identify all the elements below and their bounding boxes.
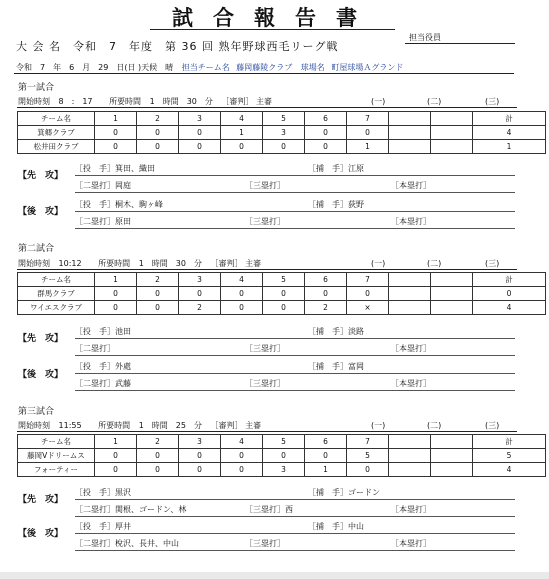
inning-score: 0: [263, 140, 305, 154]
meta-underline: [17, 431, 517, 432]
start-label: 開始時刻: [18, 259, 50, 268]
umpire-3: (三): [485, 421, 500, 430]
tanto-team-label: 担当チーム名: [181, 63, 230, 72]
col-inning: [431, 435, 473, 449]
col-inning: 4: [221, 112, 263, 126]
inning-score: 0: [137, 463, 179, 477]
start-time: 11:55: [58, 421, 82, 430]
inning-score: 3: [263, 463, 305, 477]
inning-score: 0: [95, 449, 137, 463]
inning-score: 0: [137, 126, 179, 140]
double-line: ［二塁打］関根、ゴードン、林: [75, 505, 187, 514]
triple-line: ［三塁打］: [245, 217, 285, 226]
umpire-1: (一): [371, 421, 386, 430]
team-name: フォーティー: [18, 463, 95, 477]
duration-value: 1 時間 25 分: [138, 421, 202, 430]
game-meta: [18, 96, 272, 107]
team-name: ワイエスクラブ: [18, 301, 95, 315]
catcher-line: ［捕 手］富岡: [308, 362, 364, 371]
col-inning: [389, 112, 431, 126]
catcher-line: ［捕 手］荻野: [308, 200, 364, 209]
inning-score: 0: [179, 287, 221, 301]
total-score: 4: [473, 126, 546, 140]
col-inning: 3: [179, 435, 221, 449]
double-line: ［二塁打］原田: [75, 217, 131, 226]
col-team: チーム名: [18, 435, 95, 449]
underline: [75, 499, 515, 500]
col-inning: [431, 273, 473, 287]
homer-line: ［本塁打］: [391, 217, 431, 226]
col-total: 計: [473, 273, 546, 287]
info-underline: [14, 73, 514, 74]
inning-score: 0: [347, 463, 389, 477]
triple-line: ［三塁打］: [245, 181, 285, 190]
total-score: 4: [473, 301, 546, 315]
triple-line: ［三塁打］: [245, 539, 285, 548]
pitcher-line: ［投 手］黒沢: [75, 488, 131, 497]
triple-line: ［三塁打］西: [245, 505, 293, 514]
duration-value: 1 時間 30 分: [138, 259, 202, 268]
inning-score: [431, 126, 473, 140]
col-inning: 1: [95, 435, 137, 449]
double-line: ［二塁打］岡庭: [75, 181, 131, 190]
inning-score: 0: [221, 140, 263, 154]
umpire-1: (一): [371, 259, 386, 268]
inning-score: [389, 301, 431, 315]
inning-score: 2: [179, 301, 221, 315]
underline: [75, 550, 515, 551]
total-score: 1: [473, 140, 546, 154]
col-inning: 7: [347, 273, 389, 287]
inning-score: 1: [347, 140, 389, 154]
col-inning: 4: [221, 273, 263, 287]
inning-score: [389, 287, 431, 301]
start-time: 8 : 17: [58, 97, 93, 106]
col-inning: 7: [347, 112, 389, 126]
underline: [75, 338, 515, 339]
underline: [75, 228, 515, 229]
inning-score: 0: [347, 126, 389, 140]
table-row: [18, 301, 546, 315]
score-table: [17, 272, 546, 315]
report-title: 試合報告書: [172, 5, 377, 30]
col-inning: 2: [137, 273, 179, 287]
col-inning: 5: [263, 435, 305, 449]
team-name: 藤岡Vドリームス: [18, 449, 95, 463]
inning-score: 0: [305, 126, 347, 140]
inning-score: 0: [305, 449, 347, 463]
game-title: 第一試合: [18, 83, 55, 93]
score-table: [17, 111, 546, 154]
col-inning: 5: [263, 112, 305, 126]
inning-score: [431, 463, 473, 477]
col-inning: 3: [179, 112, 221, 126]
total-score: 0: [473, 287, 546, 301]
table-row: [18, 126, 546, 140]
inning-score: 0: [179, 140, 221, 154]
homer-line: ［本塁打］: [391, 539, 431, 548]
col-inning: [389, 273, 431, 287]
umpire-3: (三): [485, 259, 500, 268]
col-inning: 3: [179, 273, 221, 287]
inning-score: 0: [95, 463, 137, 477]
first-attack-label: 【先 攻】: [18, 171, 64, 181]
umpire-2: (二): [427, 421, 442, 430]
umpire-1: (一): [371, 97, 386, 106]
inning-score: 0: [137, 140, 179, 154]
inning-score: 0: [137, 301, 179, 315]
col-inning: [431, 112, 473, 126]
col-inning: 6: [305, 112, 347, 126]
umpire-3: (三): [485, 97, 500, 106]
inning-score: 3: [263, 126, 305, 140]
underline: [75, 516, 515, 517]
duration-value: 1 時間 30 分: [149, 97, 213, 106]
page-bottom-edge: [0, 572, 549, 579]
game-title: 第三試合: [18, 407, 55, 417]
start-label: 開始時刻: [18, 421, 50, 430]
underline: [75, 211, 515, 212]
table-row: [18, 463, 546, 477]
second-attack-label: 【後 攻】: [18, 529, 64, 539]
table-header-row: [18, 273, 546, 287]
inning-score: [431, 287, 473, 301]
table-header-row: [18, 112, 546, 126]
pitcher-line: ［投 手］外處: [75, 362, 131, 371]
umpire-label: ［審判］ 主審: [210, 421, 262, 430]
meta-underline: [17, 269, 517, 270]
tanto-team-value: 藤岡藤陵クラブ: [236, 63, 293, 72]
inning-score: 0: [347, 287, 389, 301]
catcher-line: ［捕 手］淡路: [308, 327, 364, 336]
inning-score: 0: [263, 301, 305, 315]
team-name: 松井田クラブ: [18, 140, 95, 154]
inning-score: [431, 140, 473, 154]
title-underline: [150, 29, 395, 30]
inning-score: 0: [95, 287, 137, 301]
inning-score: 0: [95, 126, 137, 140]
tanto-officer-line: [405, 43, 515, 44]
duration-label: 所要時間: [109, 97, 142, 106]
stadium-label: 球場名: [300, 63, 325, 72]
inning-score: 0: [221, 301, 263, 315]
col-inning: 6: [305, 273, 347, 287]
double-line: ［二塁打］: [75, 344, 115, 353]
inning-score: 1: [221, 126, 263, 140]
col-team: チーム名: [18, 112, 95, 126]
second-attack-label: 【後 攻】: [18, 370, 64, 380]
underline: [75, 355, 515, 356]
inning-score: [431, 449, 473, 463]
stadium-value: 町屋球場Ａグランド: [331, 63, 404, 72]
col-inning: 7: [347, 435, 389, 449]
inning-score: 0: [179, 126, 221, 140]
game-title: 第二試合: [18, 244, 55, 254]
tanto-officer-label: 担当役員: [409, 33, 441, 42]
first-attack-label: 【先 攻】: [18, 495, 64, 505]
col-total: 計: [473, 112, 546, 126]
underline: [75, 390, 515, 391]
catcher-line: ［捕 手］中山: [308, 522, 364, 531]
inning-score: ×: [347, 301, 389, 315]
tournament-name: 大 会 名 令和 7 年度 第 36 回 熟年野球西毛リーグ戦: [16, 40, 339, 53]
inning-score: 0: [137, 449, 179, 463]
game-meta: [18, 420, 261, 431]
col-inning: 2: [137, 435, 179, 449]
double-line: ［二塁打］梲沢、長井、中山: [75, 539, 179, 548]
total-score: 4: [473, 463, 546, 477]
inning-score: 0: [179, 463, 221, 477]
homer-line: ［本塁打］: [391, 344, 431, 353]
col-inning: 2: [137, 112, 179, 126]
pitcher-line: ［投 手］箕田、織田: [75, 164, 155, 173]
col-total: 計: [473, 435, 546, 449]
col-inning: 1: [95, 273, 137, 287]
triple-line: ［三塁打］: [245, 344, 285, 353]
inning-score: 2: [305, 301, 347, 315]
total-score: 5: [473, 449, 546, 463]
table-row: [18, 140, 546, 154]
inning-score: 0: [305, 140, 347, 154]
underline: [75, 175, 515, 176]
inning-score: 0: [221, 463, 263, 477]
col-inning: 5: [263, 273, 305, 287]
col-inning: [389, 435, 431, 449]
table-row: [18, 449, 546, 463]
inning-score: [389, 449, 431, 463]
umpire-label: ［審判］ 主審: [210, 259, 262, 268]
inning-score: 0: [179, 449, 221, 463]
table-row: [18, 287, 546, 301]
catcher-line: ［捕 手］江原: [308, 164, 364, 173]
start-label: 開始時刻: [18, 97, 50, 106]
homer-line: ［本塁打］: [391, 181, 431, 190]
score-table: [17, 434, 546, 477]
inning-score: [389, 463, 431, 477]
game-meta: [18, 258, 261, 269]
umpire-2: (二): [427, 97, 442, 106]
meta-underline: [17, 107, 517, 108]
col-inning: 4: [221, 435, 263, 449]
umpire-label: ［審判］ 主審: [221, 97, 272, 106]
triple-line: ［三塁打］: [245, 379, 285, 388]
double-line: ［二塁打］武藤: [75, 379, 131, 388]
inning-score: 0: [137, 287, 179, 301]
pitcher-line: ［投 手］桐木、駒ヶ峰: [75, 200, 163, 209]
col-inning: 1: [95, 112, 137, 126]
homer-line: ［本塁打］: [391, 379, 431, 388]
first-attack-label: 【先 攻】: [18, 334, 64, 344]
homer-line: ［本塁打］: [391, 505, 431, 514]
info-line: [16, 62, 403, 73]
inning-score: 0: [95, 140, 137, 154]
pitcher-line: ［投 手］厚井: [75, 522, 131, 531]
inning-score: 1: [305, 463, 347, 477]
col-inning: 6: [305, 435, 347, 449]
inning-score: [431, 301, 473, 315]
underline: [75, 373, 515, 374]
umpire-2: (二): [427, 259, 442, 268]
team-name: 箕郷クラブ: [18, 126, 95, 140]
inning-score: 0: [221, 449, 263, 463]
underline: [75, 533, 515, 534]
inning-score: [389, 126, 431, 140]
table-header-row: [18, 435, 546, 449]
inning-score: 0: [221, 287, 263, 301]
inning-score: 5: [347, 449, 389, 463]
inning-score: 0: [263, 287, 305, 301]
catcher-line: ［捕 手］ゴードン: [308, 488, 380, 497]
col-team: チーム名: [18, 273, 95, 287]
inning-score: 0: [263, 449, 305, 463]
duration-label: 所要時間: [98, 421, 131, 430]
match-date: 令和 7 年 6 月 29 日(日 )天候 晴: [16, 63, 174, 72]
inning-score: 0: [95, 301, 137, 315]
inning-score: [389, 140, 431, 154]
team-name: 群馬クラブ: [18, 287, 95, 301]
second-attack-label: 【後 攻】: [18, 207, 64, 217]
duration-label: 所要時間: [98, 259, 131, 268]
pitcher-line: ［投 手］池田: [75, 327, 131, 336]
start-time: 10:12: [58, 259, 82, 268]
underline: [75, 192, 515, 193]
inning-score: 0: [305, 287, 347, 301]
